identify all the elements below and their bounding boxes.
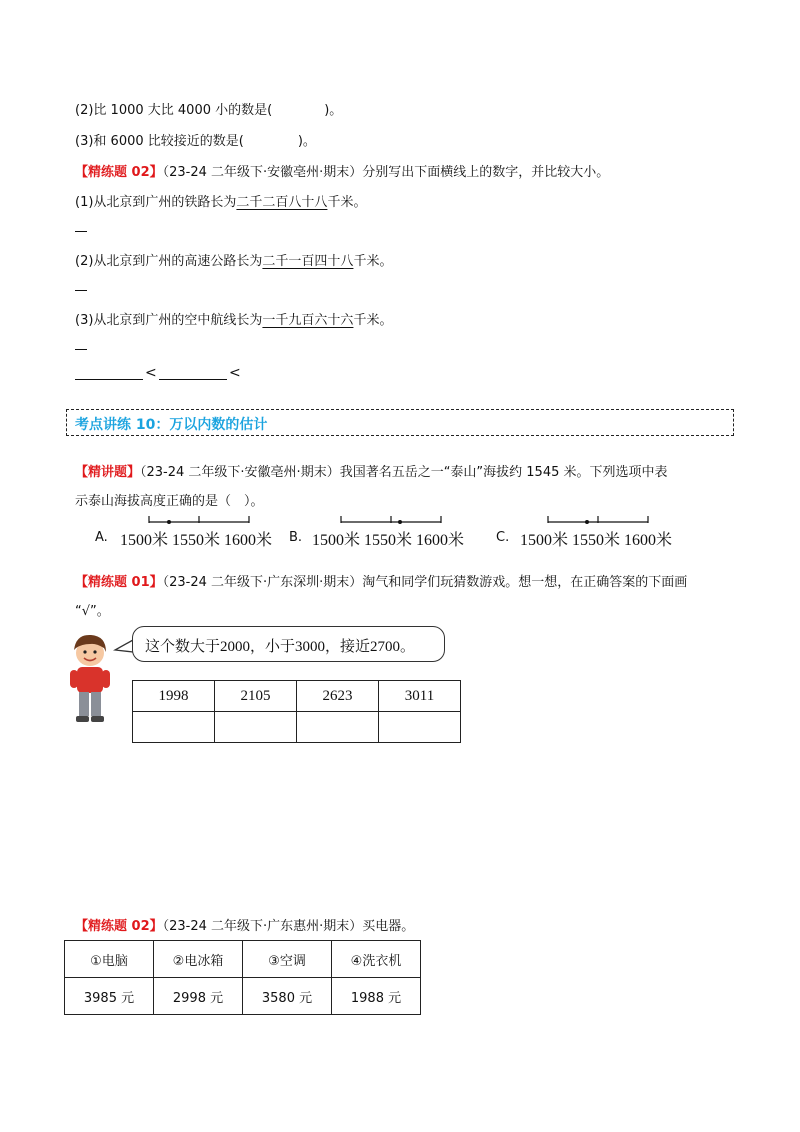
table-row [133,681,461,712]
answer-line[interactable] [75,231,87,232]
compare-blank[interactable] [75,379,143,380]
exercise-01-line-2: “√”。 [75,604,110,619]
price-cell: 3580 元 [243,978,332,1015]
lecture-line-1: 【精讲题】（23-24 二年级下·安徽亳州·期末）我国著名五岳之一“泰山”海拔约 1545 米。下列选项中表 [75,465,668,480]
less-than-sign: < [229,365,241,381]
appliance-header: ②电冰箱 [154,941,243,978]
exercise-text: （23-24 二年级下·安徽亳州·期末）分别写出下面横线上的数字，并比较大小。 [162,165,610,180]
question-2-label: (2)比 1000 大比 4000 小的数是( [75,103,273,118]
distance-item: (3)从北京到广州的空中航线长为一千九百六十六千米。 [75,313,393,328]
appliance-header: ③空调 [243,941,332,978]
option-a-labels: 1500米 1550米 1600米 [120,532,273,549]
option-c-labels: 1500米 1550米 1600米 [520,532,673,549]
section-title: 考点讲练 10：万以内数的估计 [75,417,268,433]
guess-table [132,680,461,743]
option-b-labels: 1500米 1550米 1600米 [312,532,465,549]
number-cell: 1998 [133,681,215,712]
number-cell: 3011 [379,681,461,712]
distance-item: (2)从北京到广州的高速公路长为二千一百四十八千米。 [75,254,393,269]
underlined-number-words: 二千一百四十八 [262,254,354,269]
exercise-02-heading [75,161,609,180]
lecture-line-2: 示泰山海拔高度正确的是（ ）。 [75,494,264,509]
speech-bubble [132,626,445,662]
question-3-label: (3)和 6000 比较接近的数是( [75,134,244,149]
answer-cell[interactable] [297,712,379,743]
table-row [133,712,461,743]
option-b-letter[interactable]: B. [289,530,303,545]
underlined-number-words: 一千九百六十六 [262,313,354,328]
number-cell: 2105 [215,681,297,712]
option-c-letter[interactable]: C. [496,530,510,545]
price-cell: 3985 元 [65,978,154,1015]
table-row [65,978,421,1015]
table-row [65,941,421,978]
distance-item: (1)从北京到广州的铁路长为二千二百八十八千米。 [75,195,367,210]
underlined-number-words: 二千二百八十八 [236,195,328,210]
question-2: (2)比 1000 大比 4000 小的数是( )。 [75,103,343,118]
exercise-tag: 【精练题 01】 [75,575,163,590]
appliance-table [64,940,421,1015]
number-cell: 2623 [297,681,379,712]
boy-illustration [64,632,114,726]
option-a-letter[interactable]: A. [95,530,108,545]
exercise-01-line-1: 【精练题 01】（23-24 二年级下·广东深圳·期末）淘气和同学们玩猜数游戏。想一想，在正确答案的下面画 [75,575,688,590]
less-than-sign: < [145,365,157,381]
exercise-tag: 【精练题 02】 [75,165,163,180]
answer-line[interactable] [75,290,87,291]
section-heading-box [66,409,734,436]
question-3: (3)和 6000 比较接近的数是( )。 [75,134,316,149]
appliance-header: ④洗衣机 [332,941,421,978]
answer-line[interactable] [75,349,87,350]
exercise-tag: 【精练题 02】 [75,919,163,934]
price-cell: 1988 元 [332,978,421,1015]
price-cell: 2998 元 [154,978,243,1015]
compare-blank[interactable] [159,379,227,380]
exercise-tag: 【精讲题】 [75,465,141,480]
answer-cell[interactable] [379,712,461,743]
answer-cell[interactable] [215,712,297,743]
appliance-header: ①电脑 [65,941,154,978]
answer-cell[interactable] [133,712,215,743]
exercise-02b-heading: 【精练题 02】（23-24 二年级下·广东惠州·期末）买电器。 [75,919,415,934]
speech-text: 这个数大于2000，小于3000，接近2700。 [145,639,416,655]
